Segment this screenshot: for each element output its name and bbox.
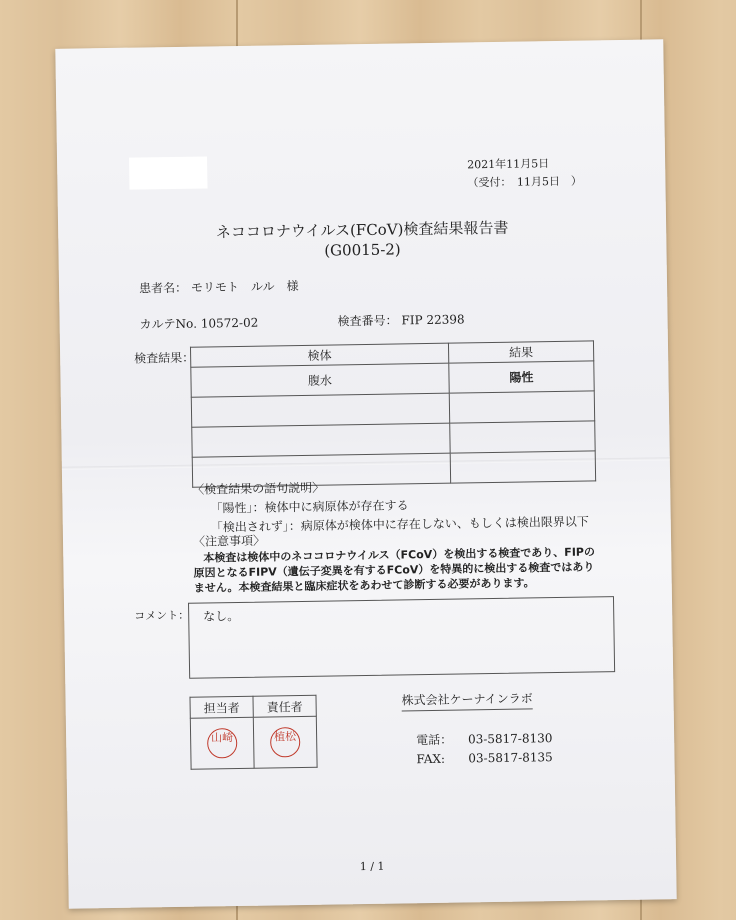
results-table bbox=[190, 340, 596, 487]
fax-number: 03-5817-8135 bbox=[468, 750, 553, 766]
stamp-cell bbox=[253, 716, 317, 768]
karte-value: 10572-02 bbox=[200, 315, 259, 331]
karte-row bbox=[139, 314, 258, 333]
glossary-item: 「検出されず」：病原体が検体中に存在しない、もしくは検出限界以下 bbox=[210, 514, 589, 535]
phone-row bbox=[416, 729, 553, 750]
seal-stamp: 山崎 bbox=[207, 728, 237, 758]
specimen-cell bbox=[191, 393, 449, 427]
exam-number-label: 検査番号： bbox=[337, 313, 398, 329]
stamp-header-row bbox=[190, 695, 316, 718]
glossary-item: 「陽性」：検体中に病原体が存在する bbox=[210, 498, 409, 516]
result-cell bbox=[449, 391, 595, 423]
specimen-cell: 腹水 bbox=[191, 363, 449, 397]
report-date-block bbox=[467, 155, 582, 193]
col-specimen: 検体 bbox=[190, 343, 448, 367]
report-title bbox=[58, 215, 667, 265]
contact-block bbox=[416, 729, 553, 769]
phone-label: 電話： bbox=[416, 732, 453, 748]
specimen-cell bbox=[192, 423, 450, 457]
exam-number-value: FIP 22398 bbox=[401, 312, 465, 328]
col-person-in-charge: 担当者 bbox=[190, 696, 253, 718]
title-line-2: (G0015-2) bbox=[324, 240, 401, 260]
patient-label: 患者名： bbox=[138, 280, 188, 296]
fax-row bbox=[416, 748, 553, 769]
col-supervisor: 責任者 bbox=[253, 695, 316, 717]
company-name: 株式会社ケーナインラボ bbox=[401, 689, 532, 711]
glossary-heading: 〈検査結果の語句説明〉 bbox=[192, 480, 325, 497]
notes-text: 本検査は検体中のネココロナウイルス（FCoV）を検出する検査であり、FIPの原因となるFIPV（遺伝子変異を有するFCoV）を特異的に検出する検査ではありません。本検査結果と臨床症状をあわせて診断する必要があります。 bbox=[193, 545, 596, 595]
stamp-row bbox=[190, 716, 317, 769]
report-sheet bbox=[55, 39, 676, 908]
result-cell bbox=[450, 421, 596, 453]
comment-text: なし。 bbox=[203, 609, 240, 624]
comment-label: コメント： bbox=[134, 608, 190, 623]
patient-row bbox=[139, 277, 299, 297]
report-date: 2021年11月5日 bbox=[467, 157, 550, 172]
karte-label: カルテNo. bbox=[139, 316, 198, 332]
received-date: （受付： 11月5日 ） bbox=[467, 174, 583, 190]
results-label: 検査結果： bbox=[134, 350, 195, 366]
glossary bbox=[192, 475, 589, 538]
exam-number-row bbox=[337, 310, 464, 329]
comment-box bbox=[188, 596, 615, 679]
col-result: 結果 bbox=[448, 341, 593, 363]
seal-stamp: 植松 bbox=[270, 727, 300, 757]
stamp-cell bbox=[190, 717, 254, 769]
result-cell: 陽性 bbox=[449, 361, 595, 393]
page-number: 1 / 1 bbox=[359, 859, 385, 874]
phone-number: 03-5817-8130 bbox=[467, 731, 553, 747]
title-line-1: ネココロナウイルス(FCoV)検査結果報告書 bbox=[215, 218, 509, 242]
redacted-block bbox=[129, 156, 207, 189]
notes-heading: 〈注意事項〉 bbox=[192, 533, 266, 549]
fax-label: FAX: bbox=[416, 751, 446, 767]
patient-name: モリモト ルル 様 bbox=[190, 279, 299, 295]
stamp-table bbox=[189, 695, 317, 770]
